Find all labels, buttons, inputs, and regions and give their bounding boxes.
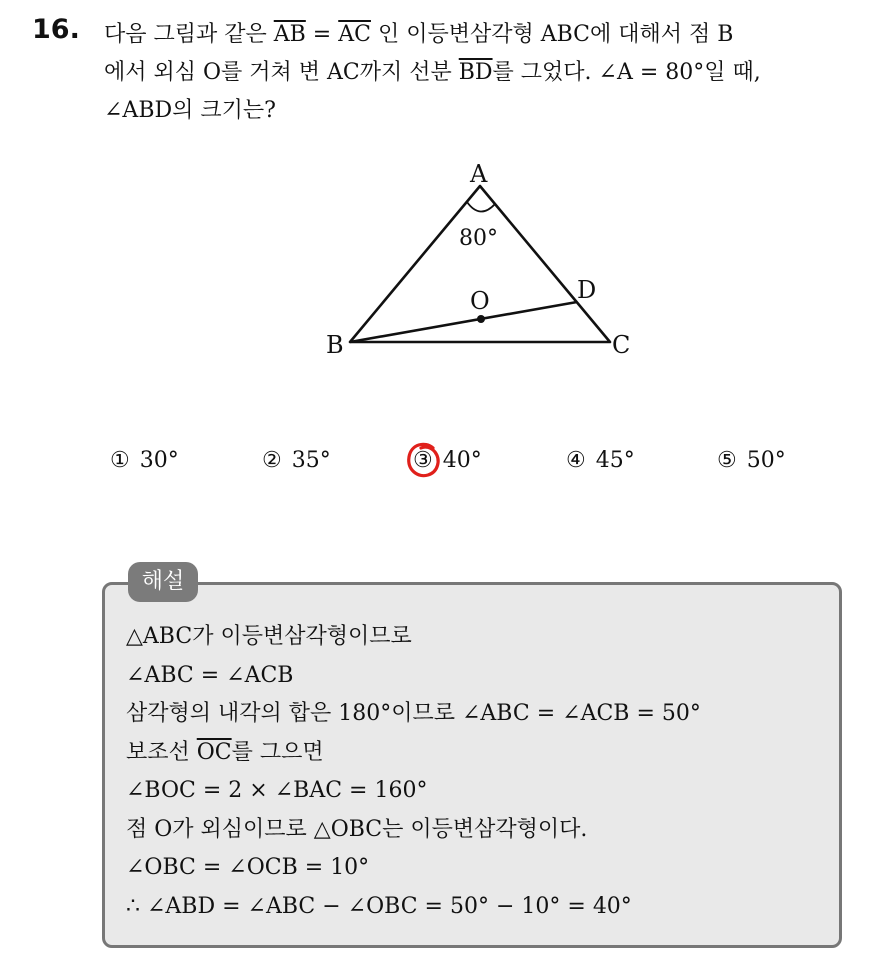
solution-line: ∠BOC = 2 × ∠BAC = 160°	[126, 778, 428, 803]
solution-lines	[126, 618, 701, 926]
solution-line-auxiliary	[126, 734, 701, 773]
choice-number: ⑤	[717, 448, 737, 473]
equals-sign: =	[305, 22, 339, 47]
solution-line: 점 O가 외심이므로 △OBC는 이등변삼각형이다.	[126, 816, 588, 842]
choice-number: ③	[413, 448, 433, 473]
question-text	[104, 16, 864, 130]
solution-line: △ABC가 이등변삼각형이므로	[126, 624, 412, 649]
solution-line: ∠OBC = ∠OCB = 10°	[126, 855, 370, 880]
question-text-part: 인 이등변삼각형 ABC에 대해서 점 B	[370, 22, 734, 47]
label-a: A	[470, 160, 488, 188]
label-d: D	[577, 276, 597, 304]
choice-1[interactable]	[110, 448, 179, 473]
segment-bd-line	[350, 302, 577, 342]
solution-line: ∴ ∠ABD = ∠ABC − ∠OBC = 50° − 10° = 40°	[126, 893, 632, 919]
choice-value: 50°	[746, 448, 786, 473]
solution-line: ∠ABC = ∠ACB	[126, 662, 294, 688]
label-c: C	[612, 331, 631, 359]
question-text-part: 에서 외심 O를 거쳐 변 AC까지 선분	[104, 60, 459, 85]
choice-5[interactable]	[717, 448, 786, 473]
question-text-part: 다음 그림과 같은	[104, 22, 274, 47]
point-o	[477, 315, 485, 323]
label-o: O	[470, 287, 490, 315]
question-text-part: 를 그었다. ∠A = 80°일 때,	[492, 60, 761, 85]
choice-value: 40°	[442, 448, 482, 473]
solution-line: 삼각형의 내각의 합은 180°이므로 ∠ABC = ∠ACB = 50°	[126, 701, 701, 726]
solution-tag: 해설	[128, 562, 198, 602]
choice-value: 35°	[291, 448, 331, 473]
problem-number: 16.	[32, 14, 80, 45]
choice-value: 30°	[139, 448, 179, 473]
segment-oc: $\overline{OC}$	[196, 739, 232, 765]
choice-number: ①	[110, 448, 130, 473]
answer-choices	[110, 444, 830, 484]
choice-4[interactable]	[566, 448, 635, 473]
solution-text-part: 를 그으면	[231, 739, 324, 765]
triangle-figure	[320, 150, 660, 370]
choice-value: 45°	[595, 448, 635, 473]
question-line-1	[104, 16, 864, 54]
choice-number: ②	[262, 448, 282, 473]
selected-answer-circle-mark	[405, 440, 443, 480]
angle-arc-a	[467, 202, 495, 212]
solution-text-part: 보조선	[126, 739, 197, 765]
segment-bd: $\overline{BD}$	[458, 60, 493, 85]
angle-label: 80°	[459, 226, 498, 251]
segment-ac: $\overline{AC}$	[338, 22, 371, 47]
choice-number: ④	[566, 448, 586, 473]
question-line-2	[104, 54, 864, 92]
question-line-3: ∠ABD의 크기는?	[104, 98, 276, 123]
label-b: B	[326, 331, 344, 359]
choice-2[interactable]	[262, 448, 331, 473]
segment-ab: $\overline{AB}$	[273, 22, 306, 47]
